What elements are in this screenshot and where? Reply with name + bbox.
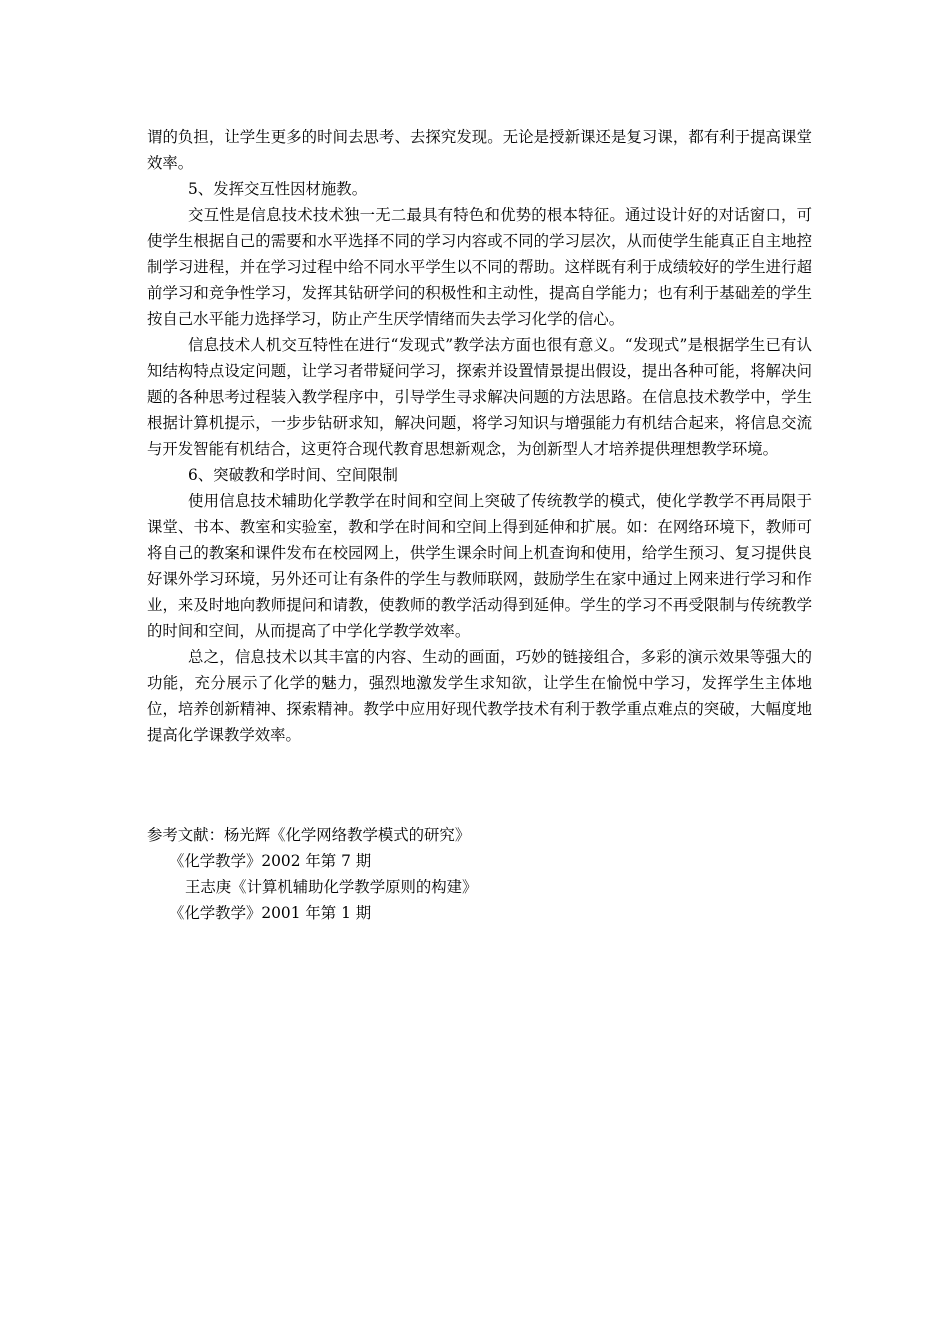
references-section [147, 822, 812, 926]
paragraph-conclusion: 总之，信息技术以其丰富的内容、生动的画面，巧妙的链接组合，多彩的演示效果等强大的功能，充分展示了化学的魅力，强烈地激发学生求知欲，让学生在愉悦中学习，发挥学生主体地位，培养创新精神、探索精神。教学中应用好现代教学技术有利于教学重点难点的突破，大幅度地提高化学课教学效率。 [147, 648, 812, 744]
reference-line-4: 《化学教学》2001 年第 1 期 [169, 904, 372, 922]
article-body [147, 124, 812, 748]
section-heading-6: 6、突破教和学时间、空间限制 [188, 466, 398, 484]
reference-line-2: 《化学教学》2002 年第 7 期 [169, 852, 372, 870]
paragraph-time-space: 使用信息技术辅助化学教学在时间和空间上突破了传统教学的模式，使化学教学不再局限于课堂、书本、教室和实验室，教和学在时间和空间上得到延伸和扩展。如：在网络环境下，教师可将自己的教案和课件发布在校园网上，供学生课余时间上机查询和使用，给学生预习、复习提供良好课外学习环境，另外还可让有条件的学生与教师联网，鼓励学生在家中通过上网来进行学习和作业，来及时地向教师提问和请教，使教师的教学活动得到延伸。学生的学习不再受限制与传统教学的时间和空间，从而提高了中学化学教学效率。 [147, 492, 812, 640]
reference-line-1: 参考文献：杨光辉《化学网络教学模式的研究》 [147, 826, 471, 844]
reference-line-3: 王志庚《计算机辅助化学教学原则的构建》 [185, 878, 478, 896]
paragraph-discovery-method: 信息技术人机交互特性在进行“发现式”教学法方面也很有意义。“发现式”是根据学生已有认知结构特点设定问题，让学习者带疑问学习，探索并设置情景提出假设，提出各种可能，将解决问题的各种思考过程装入教学程序中，引导学生寻求解决问题的方法思路。在信息技术教学中，学生根据计算机提示，一步步钻研求知，解决问题，将学习知识与增强能力有机结合起来，将信息交流与开发智能有机结合，这更符合现代教育思想新观念，为创新型人才培养提供理想教学环境。 [147, 336, 812, 458]
paragraph-continuation: 谓的负担，让学生更多的时间去思考、去探究发现。无论是授新课还是复习课，都有利于提高课堂效率。 [147, 128, 812, 172]
paragraph-interactivity: 交互性是信息技术技术独一无二最具有特色和优势的根本特征。通过设计好的对话窗口，可使学生根据自己的需要和水平选择不同的学习内容或不同的学习层次，从而使学生能真正自主地控制学习进程，并在学习过程中给不同水平学生以不同的帮助。这样既有利于成绩较好的学生进行超前学习和竞争性学习，发挥其钻研学问的积极性和主动性，提高自学能力；也有利于基础差的学生按自己水平能力选择学习，防止产生厌学情绪而失去学习化学的信心。 [147, 206, 812, 328]
section-heading-5: 5、发挥交互性因材施教。 [188, 180, 368, 198]
